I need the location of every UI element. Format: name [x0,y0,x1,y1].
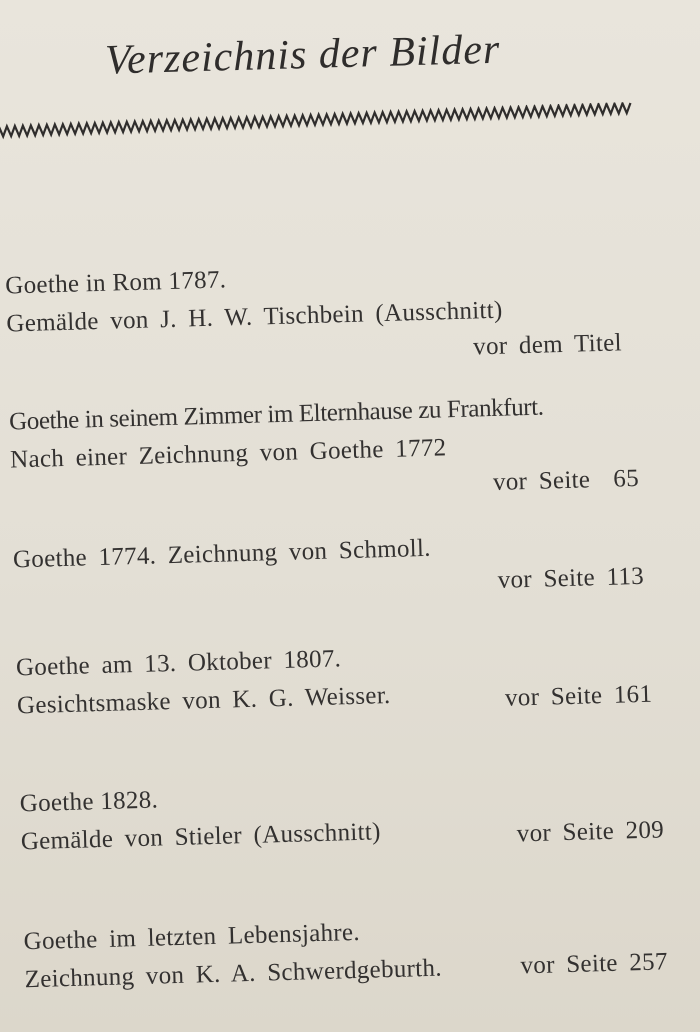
entry-title: Goethe am 13. Oktober 1807. [15,645,342,682]
entry-title: Goethe 1774. Zeichnung von Schmoll. [12,534,432,574]
entry-description: Gemälde von J. H. W. Tischbein (Ausschnitt) [6,296,503,338]
entry-description: Nach einer Zeichnung von Goethe 1772 [9,434,447,474]
entry-title: Goethe 1828. [19,786,159,818]
zigzag-ornament [0,102,635,144]
entry-description: Gesichtsmaske von K. G. Weisser. [16,681,391,720]
list-item [11,908,700,994]
entry-page-reference: vor Seite 113 [497,562,645,594]
list-item [0,253,683,361]
entry-title: Goethe im letzten Lebensjahre. [23,918,361,956]
entry-description: Zeichnung von K. A. Schwerdgeburth. [24,954,443,994]
entry-description: Gemälde von Stieler (Ausschnitt) [20,818,382,856]
entry-page-reference: vor Seite 161 [504,680,653,712]
entry-page-reference: vor Seite 65 [492,464,640,496]
entry-title: Goethe in seinem Zimmer im Elternhause zu Frankfurt. [8,393,544,436]
list-item [1,527,691,594]
list-item [0,389,686,496]
list-item [7,770,697,856]
list-item [4,634,694,720]
entry-page-reference: vor dem Titel [472,329,623,361]
entry-page-reference: vor Seite 209 [516,816,665,848]
page-title: Verzeichnis der Bilder [104,26,501,84]
entry-title: Goethe in Rom 1787. [4,266,227,300]
entry-page-reference: vor Seite 257 [520,948,669,980]
